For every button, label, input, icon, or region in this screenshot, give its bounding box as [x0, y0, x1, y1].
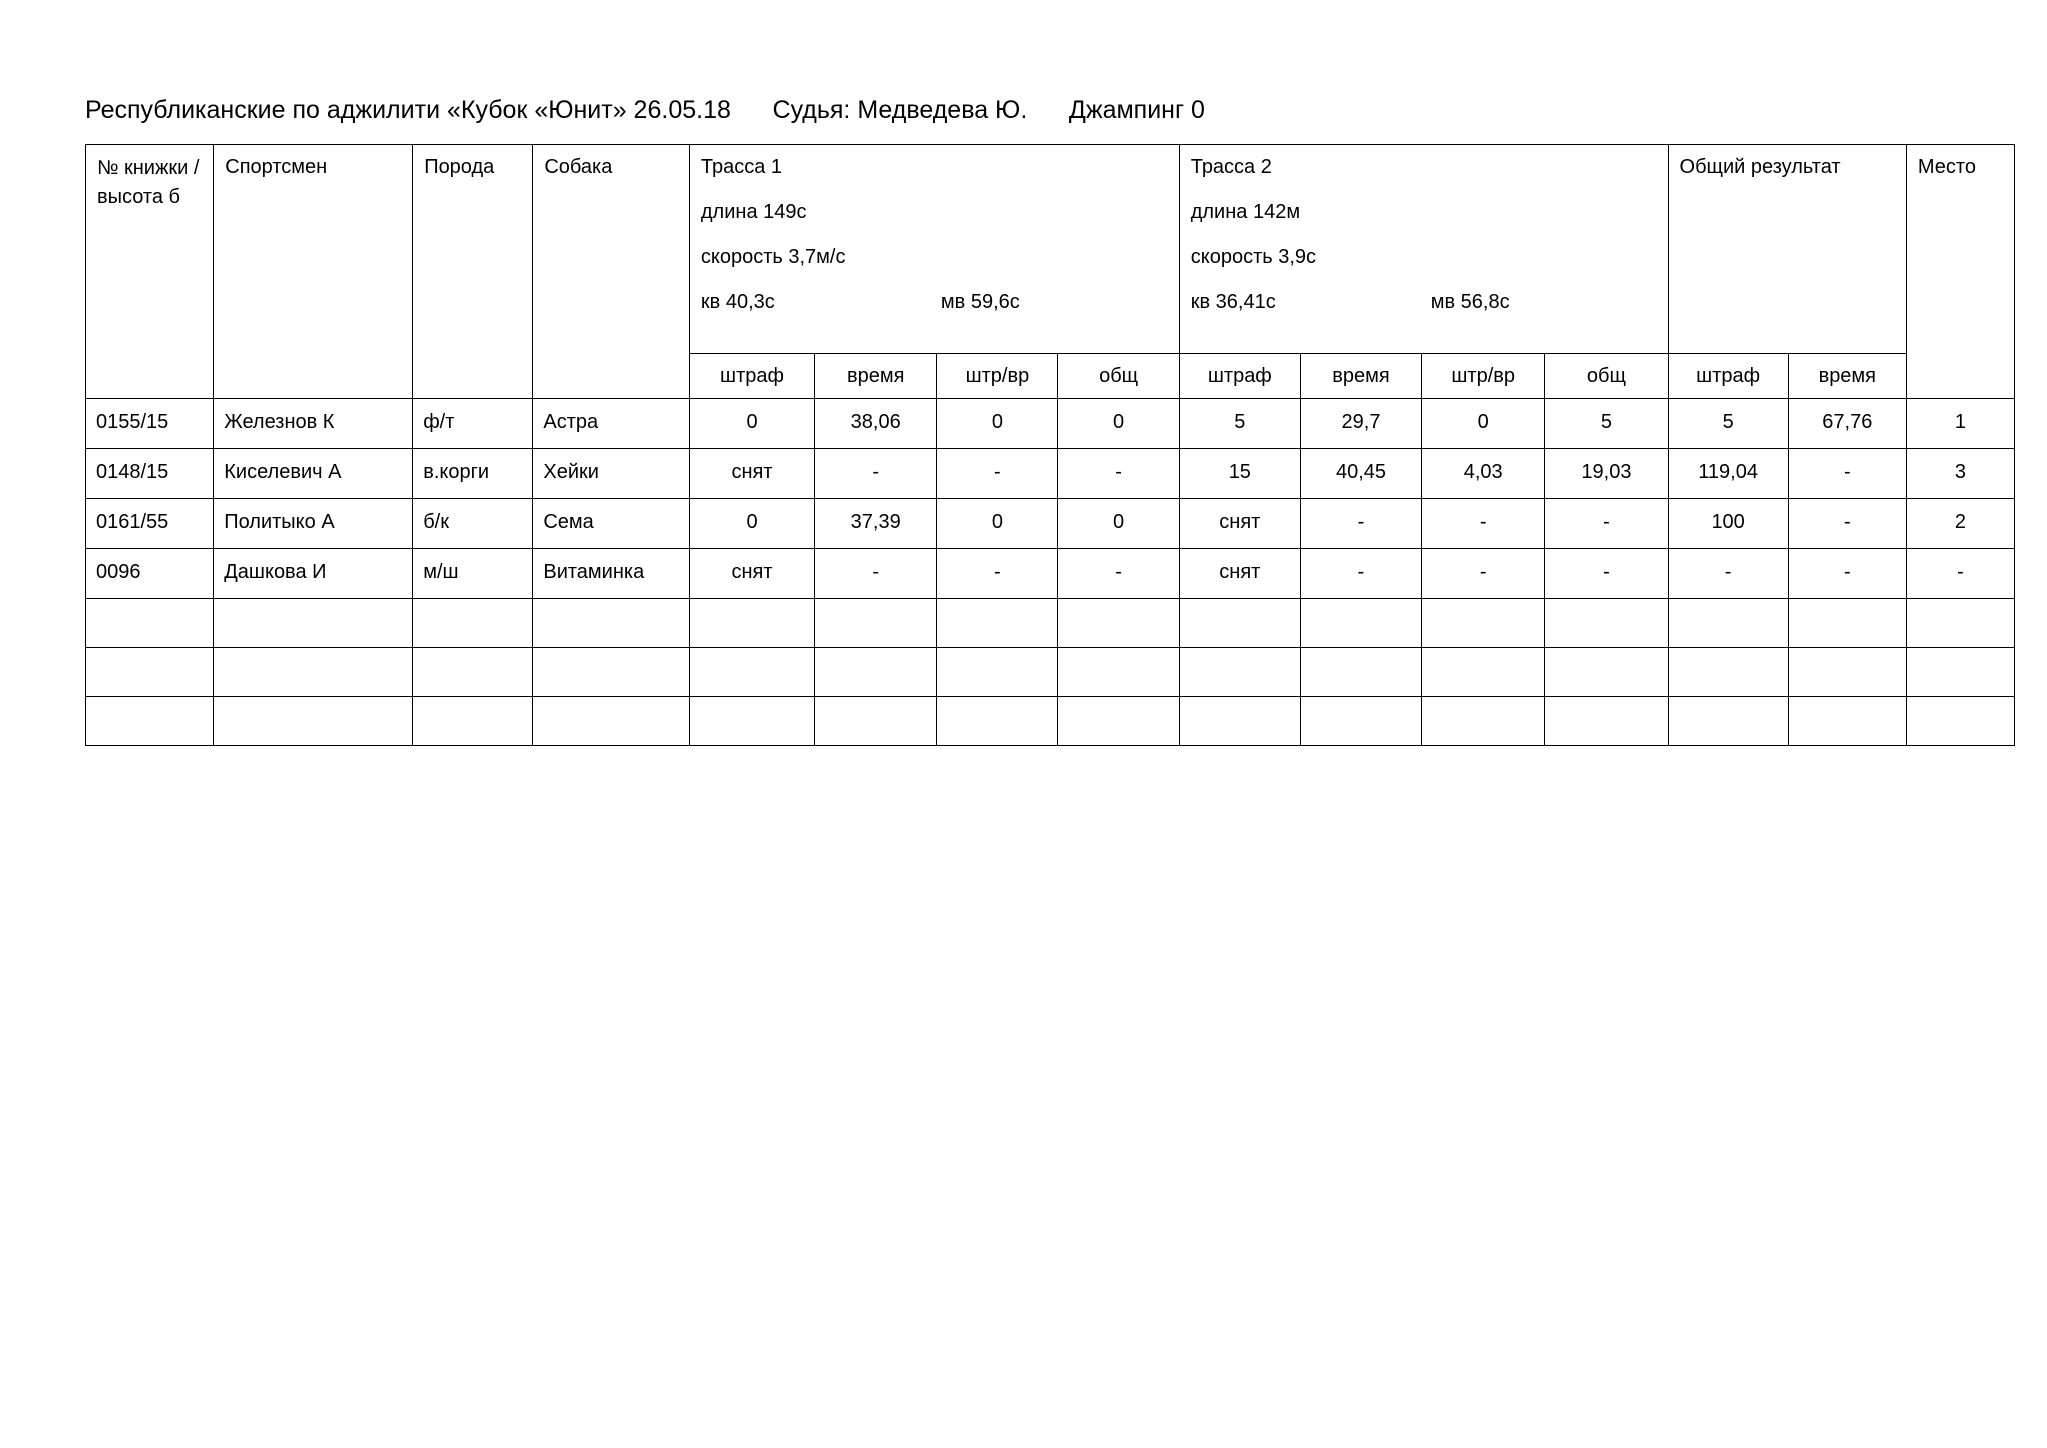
cell-c1-penalty [689, 549, 814, 599]
cell-c2-total [1545, 648, 1668, 697]
subheader-c2-penalty [1179, 354, 1300, 399]
cell-place-text [1907, 599, 2014, 617]
cell-c2-total [1545, 599, 1668, 648]
cell-c2-total-text: 19,03 [1581, 461, 1632, 483]
cell-dog [533, 648, 690, 697]
cell-c1-penalty-text [690, 697, 814, 715]
cell-book-no [86, 449, 214, 499]
course-1-mv: мв 59,6с [940, 291, 1020, 313]
cell-athlete-text [214, 648, 412, 666]
course-1-kv: кв 40,3с [700, 291, 775, 313]
cell-total-time-text [1789, 599, 1906, 617]
cell-breed [413, 697, 533, 746]
cell-c1-total [1058, 599, 1179, 648]
header-dog [533, 145, 690, 399]
cell-breed [413, 648, 533, 697]
cell-c1-time-text [815, 697, 936, 715]
cell-c2-total-text [1545, 697, 1667, 715]
cell-c1-penalty [689, 399, 814, 449]
cell-dog-text: Витаминка [543, 561, 645, 583]
subheader-c1-total-label: общ [1099, 365, 1139, 387]
cell-athlete [214, 697, 413, 746]
cell-place-text [1907, 648, 2014, 666]
cell-c1-time [815, 599, 937, 648]
subheader-total-time [1788, 354, 1906, 399]
cell-total-penalty [1668, 697, 1788, 746]
cell-book-no-text [86, 697, 213, 715]
cell-athlete-text [214, 697, 412, 715]
cell-total-penalty [1668, 449, 1788, 499]
cell-c1-pen-time [937, 697, 1058, 746]
cell-athlete-text: Политыко А [224, 511, 335, 533]
cell-total-penalty-text: - [1724, 561, 1732, 583]
cell-c1-total [1058, 549, 1179, 599]
cell-place-text: 3 [1954, 461, 1966, 483]
cell-c1-penalty [689, 648, 814, 697]
cell-c1-penalty-text: 0 [746, 511, 758, 533]
cell-c1-penalty [689, 449, 814, 499]
course-2-mv: мв 56,8с [1430, 291, 1510, 313]
cell-dog-text: Астра [543, 411, 599, 433]
subheader-c2-time [1300, 354, 1421, 399]
cell-c1-time [815, 697, 937, 746]
cell-dog-text [533, 697, 689, 715]
course-1-length: длина 149с [700, 201, 807, 223]
table-header-row-1 [86, 145, 2015, 354]
cell-c1-total [1058, 499, 1179, 549]
cell-total-penalty-text [1669, 648, 1788, 666]
cell-total-time-text: - [1843, 511, 1851, 533]
cell-c2-pen-time [1422, 648, 1545, 697]
cell-total-time [1788, 599, 1906, 648]
cell-c2-pen-time-text [1422, 648, 1544, 666]
cell-c2-total-text [1545, 648, 1667, 666]
cell-total-time-text: - [1843, 461, 1851, 483]
cell-c1-time [815, 499, 937, 549]
header-course-1-label: Трасса 1 [700, 156, 783, 178]
cell-c2-time-text [1301, 599, 1421, 617]
cell-c2-time [1300, 599, 1421, 648]
cell-athlete-text [214, 599, 412, 617]
subheader-c1-total [1058, 354, 1179, 399]
cell-c1-pen-time [937, 399, 1058, 449]
cell-c2-penalty [1179, 499, 1300, 549]
cell-dog-text [533, 648, 689, 666]
cell-c1-penalty-text [690, 648, 814, 666]
cell-athlete-text: Дашкова И [224, 561, 327, 583]
subheader-c1-pen-time-label: штр/вр [965, 365, 1030, 387]
cell-c1-time [815, 549, 937, 599]
cell-c1-penalty-text: снят [731, 561, 773, 583]
cell-c1-total [1058, 449, 1179, 499]
cell-c1-pen-time-text [937, 648, 1057, 666]
cell-total-time [1788, 449, 1906, 499]
cell-athlete [214, 599, 413, 648]
page-title: Республиканские по аджилити «Кубок «Юнит» 26.05.18 Судья: Медведева Ю. Джампинг 0 [85, 96, 1205, 124]
cell-c2-penalty-text [1180, 648, 1300, 666]
subheader-total-time-label: время [1818, 365, 1877, 387]
cell-book-no [86, 499, 214, 549]
cell-breed-text: м/ш [423, 561, 459, 583]
cell-dog [533, 449, 690, 499]
cell-total-time-text: 67,76 [1822, 411, 1873, 433]
cell-breed-text: в.корги [423, 461, 490, 483]
cell-c2-penalty [1179, 549, 1300, 599]
cell-c2-time [1300, 697, 1421, 746]
subheader-total-penalty [1668, 354, 1788, 399]
cell-c2-pen-time [1422, 449, 1545, 499]
cell-c1-total-text: 0 [1113, 511, 1125, 533]
cell-c2-pen-time [1422, 549, 1545, 599]
header-breed [413, 145, 533, 399]
cell-athlete-text: Киселевич А [224, 461, 342, 483]
cell-book-no-text: 0161/55 [96, 511, 169, 533]
cell-c1-time-text [815, 599, 936, 617]
cell-c2-penalty [1179, 399, 1300, 449]
table-row [86, 449, 2015, 499]
header-breed-label: Порода [424, 156, 495, 178]
cell-total-penalty-text: 100 [1711, 511, 1745, 533]
cell-c1-total-text [1058, 648, 1178, 666]
cell-breed-text: б/к [423, 511, 449, 533]
cell-c2-pen-time-text [1422, 599, 1544, 617]
cell-c2-total [1545, 399, 1668, 449]
cell-total-time-text [1789, 648, 1906, 666]
cell-c2-total [1545, 499, 1668, 549]
cell-c2-pen-time-text: - [1479, 561, 1487, 583]
cell-athlete [214, 648, 413, 697]
cell-breed-text: ф/т [423, 411, 455, 433]
cell-c2-time-text: 40,45 [1335, 461, 1387, 483]
cell-c2-pen-time-text [1422, 697, 1544, 715]
cell-total-time [1788, 697, 1906, 746]
cell-c1-pen-time-text: 0 [991, 411, 1003, 433]
cell-c1-pen-time-text [937, 599, 1057, 617]
cell-place [1906, 549, 2014, 599]
cell-c1-total-text [1058, 697, 1178, 715]
cell-breed [413, 549, 533, 599]
cell-c2-pen-time-text: 4,03 [1463, 461, 1503, 483]
subheader-c2-total-label: общ [1586, 365, 1626, 387]
cell-c1-penalty [689, 697, 814, 746]
cell-c1-total [1058, 399, 1179, 449]
header-course-2-label: Трасса 2 [1190, 156, 1272, 178]
course-2-kv-mv [1191, 289, 1668, 315]
cell-dog [533, 549, 690, 599]
header-place [1906, 145, 2014, 399]
cell-total-penalty [1668, 599, 1788, 648]
cell-book-no-text: 0155/15 [96, 411, 169, 433]
table-row [86, 599, 2015, 648]
course-2-kv: кв 36,41с [1190, 291, 1276, 313]
cell-c2-time [1300, 449, 1421, 499]
cell-book-no-text: 0096 [96, 561, 141, 583]
cell-c2-pen-time-text: 0 [1477, 411, 1489, 433]
cell-c1-pen-time [937, 648, 1058, 697]
cell-total-penalty [1668, 549, 1788, 599]
subheader-c2-time-label: время [1332, 365, 1390, 387]
cell-c2-total [1545, 549, 1668, 599]
cell-book-no [86, 599, 214, 648]
cell-c2-total-text: - [1603, 511, 1610, 533]
cell-c2-time-text: - [1357, 511, 1365, 533]
cell-c2-time-text [1301, 648, 1421, 666]
header-athlete-label: Спортсмен [225, 156, 328, 178]
cell-total-time [1788, 499, 1906, 549]
table-row [86, 697, 2015, 746]
subheader-c1-penalty [689, 354, 814, 399]
cell-total-penalty [1668, 399, 1788, 449]
cell-c1-pen-time [937, 499, 1058, 549]
cell-c2-pen-time [1422, 599, 1545, 648]
header-dog-label: Собака [544, 156, 613, 178]
cell-total-penalty-text [1669, 697, 1788, 715]
subheader-c1-penalty-label: штраф [720, 365, 784, 387]
cell-place [1906, 648, 2014, 697]
cell-c2-time-text [1301, 697, 1421, 715]
cell-place-text: 1 [1954, 411, 1966, 433]
cell-c1-penalty-text [690, 599, 814, 617]
subheader-c2-pen-time-label: штр/вр [1451, 365, 1516, 387]
course-2-info [1180, 199, 1668, 315]
table-row [86, 399, 2015, 449]
subheader-c2-total [1545, 354, 1668, 399]
cell-breed [413, 499, 533, 549]
cell-place [1906, 697, 2014, 746]
cell-c2-time [1300, 399, 1421, 449]
subheader-c1-pen-time [937, 354, 1058, 399]
cell-place-text: 2 [1954, 511, 1966, 533]
cell-book-no [86, 697, 214, 746]
cell-dog [533, 399, 690, 449]
cell-c1-penalty [689, 599, 814, 648]
cell-c1-penalty-text: снят [731, 461, 773, 483]
header-course-2 [1179, 145, 1668, 354]
header-book-no [86, 145, 214, 399]
course-2-speed: скорость 3,9с [1190, 246, 1317, 268]
header-course-1 [689, 145, 1179, 354]
cell-c2-penalty-text: снят [1219, 561, 1261, 583]
header-place-label: Место [1917, 156, 1976, 178]
cell-c2-penalty-text [1180, 697, 1300, 715]
cell-total-penalty [1668, 648, 1788, 697]
cell-c1-pen-time-text: 0 [991, 511, 1003, 533]
cell-dog-text [533, 599, 689, 617]
cell-dog [533, 599, 690, 648]
cell-c2-penalty-text: снят [1219, 511, 1261, 533]
cell-breed [413, 399, 533, 449]
cell-c1-pen-time [937, 549, 1058, 599]
cell-c2-penalty [1179, 697, 1300, 746]
cell-c2-penalty-text: 5 [1234, 411, 1246, 433]
cell-c2-penalty [1179, 599, 1300, 648]
table-row [86, 499, 2015, 549]
cell-total-penalty-text: 119,04 [1698, 461, 1758, 483]
cell-athlete [214, 549, 413, 599]
cell-total-time [1788, 648, 1906, 697]
cell-c1-time-text: - [872, 561, 880, 583]
cell-place [1906, 399, 2014, 449]
cell-total-time-text: - [1843, 561, 1851, 583]
cell-place [1906, 449, 2014, 499]
header-book-no-label: № книжки /высота б [97, 157, 200, 208]
cell-place-text: - [1957, 561, 1964, 583]
cell-breed [413, 599, 533, 648]
table-row [86, 648, 2015, 697]
cell-total-penalty-text: 5 [1722, 411, 1734, 433]
cell-c1-total [1058, 648, 1179, 697]
cell-athlete [214, 499, 413, 549]
header-total-result-label: Общий результат [1679, 156, 1841, 178]
cell-dog-text: Сема [543, 511, 594, 533]
course-1-speed: скорость 3,7м/с [700, 246, 846, 268]
cell-c2-pen-time [1422, 399, 1545, 449]
cell-breed-text [413, 648, 532, 666]
cell-c1-total-text: - [1115, 461, 1122, 483]
cell-c2-pen-time-text: - [1479, 511, 1487, 533]
cell-book-no-text: 0148/15 [96, 461, 169, 483]
cell-c2-time [1300, 549, 1421, 599]
cell-c1-penalty-text: 0 [746, 411, 758, 433]
cell-c2-time-text: 29,7 [1341, 411, 1381, 433]
header-total-result [1668, 145, 1906, 354]
results-table [85, 144, 2015, 746]
cell-c1-pen-time-text: - [994, 561, 1001, 583]
course-1-info [690, 199, 1179, 315]
cell-total-penalty [1668, 499, 1788, 549]
cell-c1-penalty [689, 499, 814, 549]
cell-breed-text [413, 599, 532, 617]
cell-c1-time [815, 449, 937, 499]
cell-place-text [1907, 697, 2014, 715]
cell-c2-time-text: - [1357, 561, 1365, 583]
cell-dog-text: Хейки [543, 461, 599, 483]
cell-c1-time [815, 648, 937, 697]
cell-total-time [1788, 399, 1906, 449]
cell-c1-time-text: 37,39 [850, 511, 901, 533]
cell-book-no-text [86, 648, 213, 666]
cell-c2-total [1545, 697, 1668, 746]
cell-c1-total-text: - [1115, 561, 1122, 583]
cell-c1-time-text: - [872, 461, 880, 483]
cell-c1-time-text: 38,06 [850, 411, 901, 433]
cell-c2-penalty-text: 15 [1228, 461, 1251, 483]
cell-c2-time [1300, 648, 1421, 697]
cell-c2-total-text: 5 [1600, 411, 1612, 433]
cell-book-no [86, 648, 214, 697]
cell-athlete-text: Железнов К [224, 411, 335, 433]
cell-c1-pen-time-text: - [994, 461, 1001, 483]
course-2-length: длина 142м [1190, 201, 1301, 223]
subheader-c1-time [815, 354, 937, 399]
cell-c1-total [1058, 697, 1179, 746]
subheader-c1-time-label: время [846, 365, 905, 387]
cell-c1-time [815, 399, 937, 449]
cell-c2-penalty [1179, 648, 1300, 697]
cell-book-no [86, 549, 214, 599]
subheader-c2-pen-time [1422, 354, 1545, 399]
cell-c1-pen-time-text [937, 697, 1057, 715]
cell-athlete [214, 449, 413, 499]
cell-book-no [86, 399, 214, 449]
cell-c2-pen-time [1422, 499, 1545, 549]
cell-dog [533, 697, 690, 746]
cell-c1-total-text [1058, 599, 1178, 617]
cell-c1-time-text [815, 648, 936, 666]
cell-place [1906, 599, 2014, 648]
cell-c2-pen-time [1422, 697, 1545, 746]
cell-c2-total [1545, 449, 1668, 499]
cell-c2-total-text: - [1603, 561, 1610, 583]
cell-athlete [214, 399, 413, 449]
subheader-total-penalty-label: штраф [1696, 365, 1761, 387]
cell-breed-text [413, 697, 532, 715]
cell-total-time [1788, 549, 1906, 599]
cell-place [1906, 499, 2014, 549]
cell-c2-penalty [1179, 449, 1300, 499]
cell-c2-total-text [1545, 599, 1667, 617]
cell-c1-pen-time [937, 599, 1058, 648]
cell-c2-time [1300, 499, 1421, 549]
cell-book-no-text [86, 599, 213, 617]
subheader-c2-penalty-label: штраф [1207, 365, 1272, 387]
header-athlete [214, 145, 413, 399]
table-row [86, 549, 2015, 599]
course-1-kv-mv [701, 289, 1179, 315]
cell-c2-penalty-text [1180, 599, 1300, 617]
cell-c1-total-text: 0 [1113, 411, 1125, 433]
cell-dog [533, 499, 690, 549]
cell-breed [413, 449, 533, 499]
cell-c1-pen-time [937, 449, 1058, 499]
cell-total-penalty-text [1669, 599, 1788, 617]
cell-total-time-text [1789, 697, 1906, 715]
